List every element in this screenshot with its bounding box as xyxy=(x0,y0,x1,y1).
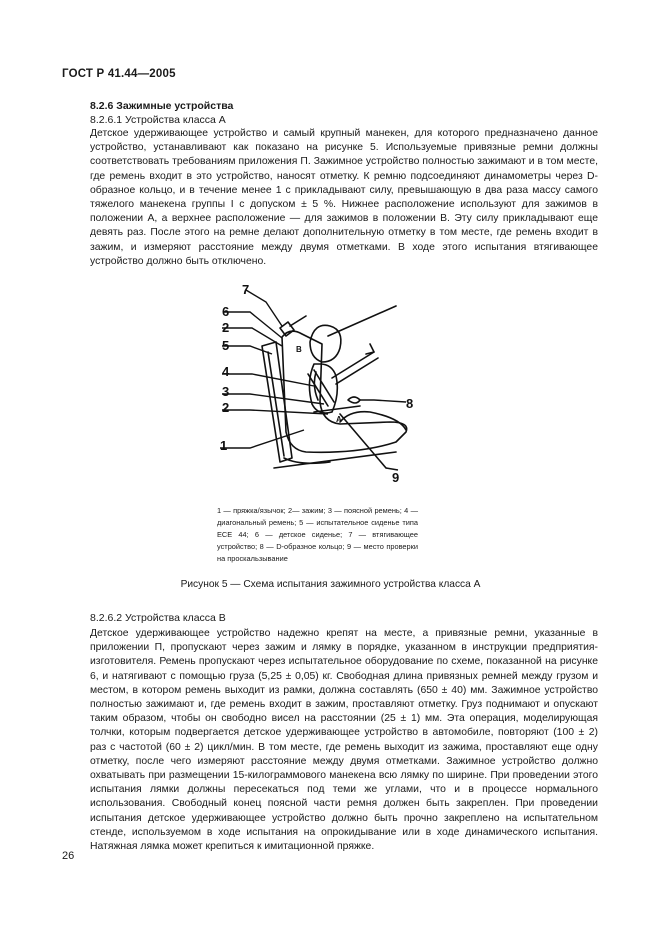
marker-a: A xyxy=(336,415,342,424)
figure-label: 6 xyxy=(222,304,230,319)
figure-label: 2 xyxy=(222,400,230,415)
marker-b: B xyxy=(296,345,302,354)
figure-caption: Рисунок 5 — Схема испытания зажимного устройства класса А xyxy=(180,579,481,590)
clamp-test-scheme xyxy=(210,282,430,494)
document-header: ГОСТ Р 41.44—2005 xyxy=(62,68,176,80)
legend-text: 1 — пряжка/язычок; 2— зажим; 3 — поясной ремень; 4 — диагональный ремень; 5 — испытательное сиденье типа ЕСЕ 44; 6 — детское сиденье; 7 — втягивающее устройство; 8 — D-образное кольцо; 9 — место проверки на проскальзывание xyxy=(217,506,418,563)
figure-label: 1 xyxy=(220,438,228,453)
figure-legend xyxy=(217,505,418,565)
page-number: 26 xyxy=(62,850,75,862)
paragraph-text: Детское удерживающее устройство и самый крупный манекен, для которого предназначено данное устройство, устанавливают как показано на рисунке 5. Используемые привязные ремни должны соответствовать требованиям приложения П. Зажимное устройство полностью зажимают и в том месте, где ремень входит в это устройство, наносят отметку. К ремню подсоединяют динамометры через D-образное кольцо, и в течение менее 1 с прикладывают силу, превышающую в два раза массу самого тяжелого манекена группы I с допуском ± 5 %. Нижнее расположение используют для зажимов в положении А, а верхнее расположение — для зажимов в положении В. Эту силу прикладывают еще девять раз. После этого на ремне делают дополнительную отметку в том месте, где ремень входит в зажим, и измеряют расстояние между двумя отметками. В ходе этого испытания втягивающее устройство должно быть отключено. xyxy=(90,128,598,267)
paragraph-text: Детское удерживающее устройство надежно крепят на месте, а привязные ремни, указанные в приложении П, пропускают через зажим и лямку в порядке, указанном в инструкции предприятия-изготовителя. Ремень пропускают через испытательное оборудование по схеме, показанной на рисунке 6, и натягивают с помощью груза (5,25 ± 0,05) кг. Свободная длина привязных ремней между грузом и местом, в котором ремень выходит из рамки, должна составлять (650 ± 40) мм. Зажимное устройство полностью зажимают и, где ремень входит в зажим, проставляют отметку. Груз поднимают и опускают таким образом, чтобы он свободно висел на расстоянии (25 ± 1) мм. Эта операция, моделирующая толчки, которым подвергается детское удерживающее устройство в автомобиле, повторяют (100 ± 2) раз с частотой (60 ± 2) цикл/мин. В том месте, где ремень выходит из зажима, проставляют еще одну отметку, после чего измеряют расстояние между двумя отметками. Зажимное устройство должно охватывать при размещении 15-килограммового манекена всю лямку по ширине. При проведении этого испытания лямки должны пересекаться под теми же углами, что и в процессе нормального использования. Свободный конец поясной части ремня должен быть закреплен. При проведении испытания детское удерживающее устройство должно быть прочно закреплено на испытательном стенде, используемом в ходе испытания на опрокидывание или в ходе динамического испытания. Натяжная лямка может крепиться к имитационной пряжке. xyxy=(90,628,598,853)
paragraph-class-b xyxy=(90,627,598,854)
figure-label: 8 xyxy=(406,396,414,411)
figure-label: 9 xyxy=(392,470,400,485)
figure-label: 4 xyxy=(222,364,230,379)
figure-label: 3 xyxy=(222,384,230,399)
figure-label: 2 xyxy=(222,320,230,335)
figure-label: 5 xyxy=(222,338,230,353)
figure-label: 7 xyxy=(242,282,250,297)
section-title: 8.2.6 Зажимные устройства xyxy=(90,100,234,112)
subsection-title-a: 8.2.6.1 Устройства класса А xyxy=(90,114,226,126)
paragraph-class-a xyxy=(90,127,598,269)
figure-5-diagram xyxy=(210,282,430,494)
subsection-title-b: 8.2.6.2 Устройства класса В xyxy=(90,612,226,624)
